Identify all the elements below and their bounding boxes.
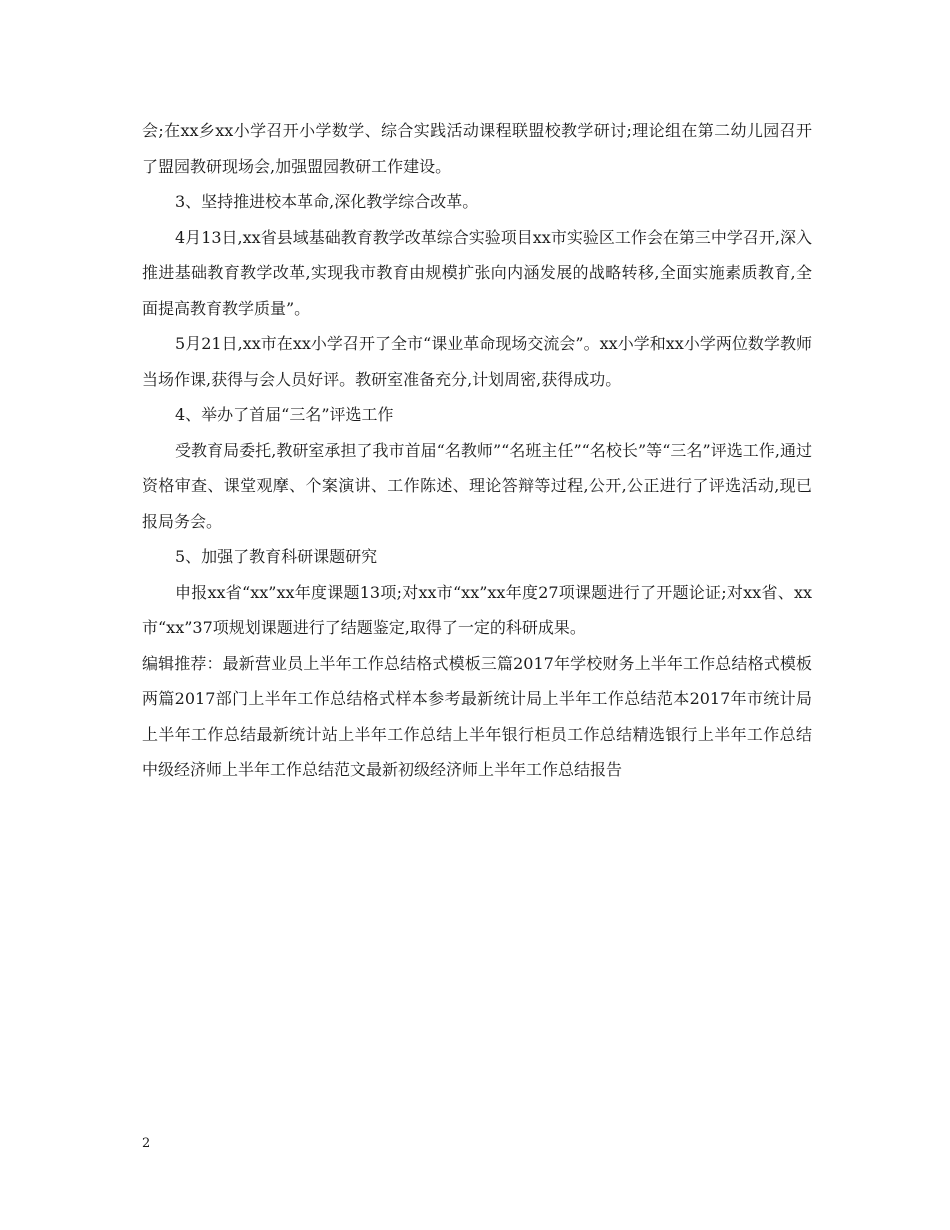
document-body [142,113,812,788]
paragraph-three-names-selection: 受教育局委托,教研室承担了我市首届“名教师”“名班主任”“名校长”等“三名”评选工作,通过资格审查、课堂观摩、个案演讲、工作陈述、理论答辩等过程,公开,公正进行了评选活动,现已报局务会。 [142,440,812,531]
paragraph-april-meeting: 4月13日,xx省县域基础教育教学改革综合实验项目xx市实验区工作会在第三中学召开,深入推进基础教育教学改革,实现我市教育由规模扩张向内涵发展的战略转移,全面实施素质教育,全面提高教育教学质量”。 [142,227,812,318]
section-heading-5: 5、加强了教育科研课题研究 [175,547,378,566]
page-number: 2 [142,1136,151,1151]
section-heading-3: 3、坚持推进校本革命,深化教学综合改革。 [175,192,479,211]
paragraph-may-meeting: 5月21日,xx市在xx小学召开了全市“课业革命现场交流会”。xx小学和xx小学两位数学教师当场作课,获得与会人员好评。教研室准备充分,计划周密,获得成功。 [142,334,812,389]
editor-recommendation: 编辑推荐：最新营业员上半年工作总结格式模板三篇2017年学校财务上半年工作总结格式模板两篇2017部门上半年工作总结格式样本参考最新统计局上半年工作总结范本2017年市统计局上半年工作总结最新统计站上半年工作总结上半年银行柜员工作总结精选银行上半年工作总结中级经济师上半年工作总结范文最新初级经济师上半年工作总结报告 [142,653,812,779]
paragraph-research-projects: 申报xx省“xx”xx年度课题13项;对xx市“xx”xx年度27项课题进行了开题论证;对xx省、xx市“xx”37项规划课题进行了结题鉴定,取得了一定的科研成果。 [142,582,812,637]
paragraph-continuation: 会;在xx乡xx小学召开小学数学、综合实践活动课程联盟校教学研讨;理论组在第二幼儿园召开了盟园教研现场会,加强盟园教研工作建设。 [142,121,812,176]
section-heading-4: 4、举办了首届“三名”评选工作 [175,405,394,424]
